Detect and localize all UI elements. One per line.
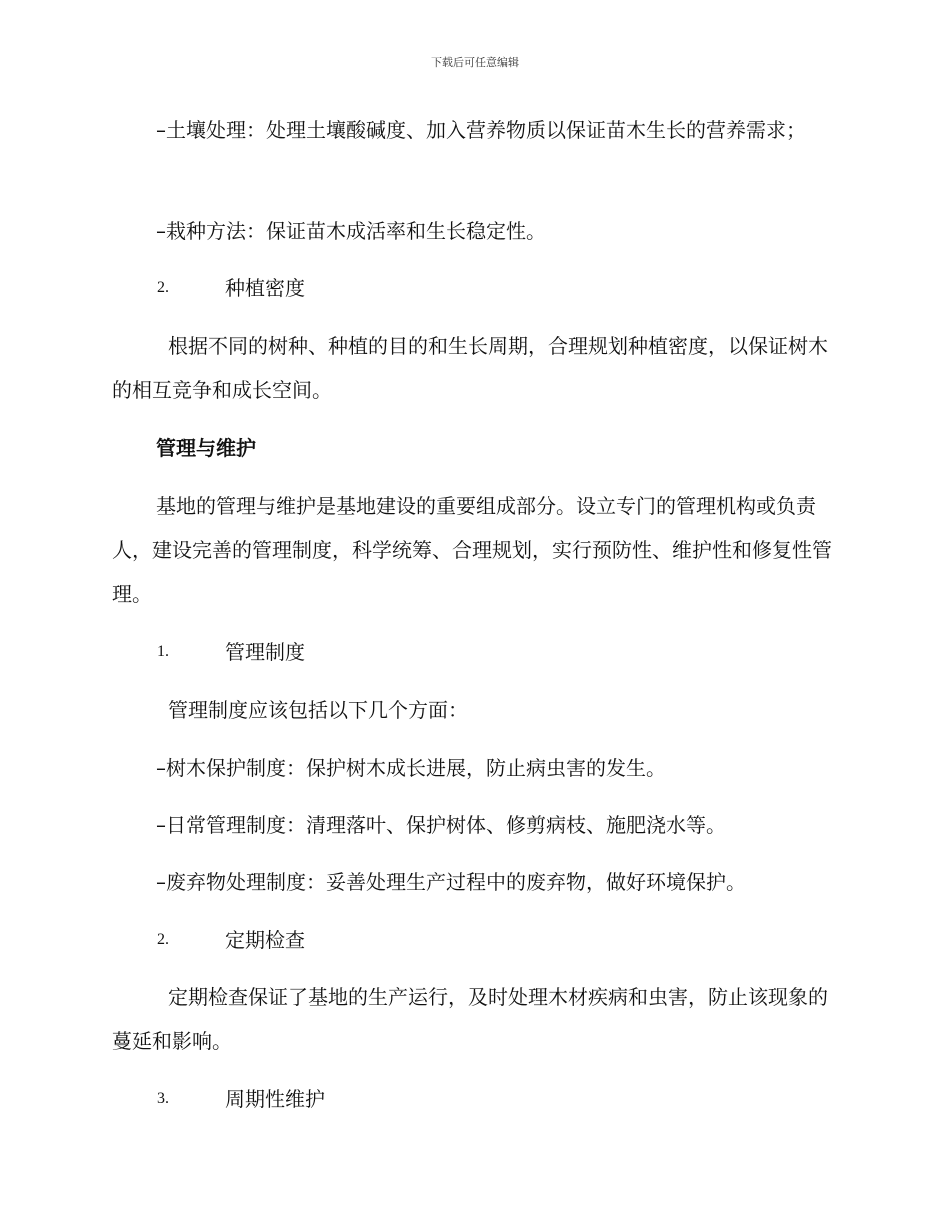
- paragraph-inspection-description: 定期检查保证了基地的生产运行，及时处理木材疾病和虫害，防止该现象的蔓延和影响。: [112, 985, 828, 1053]
- list-number: 2.: [157, 931, 169, 948]
- list-title: 种植密度: [225, 276, 305, 300]
- section-heading: 管理与维护: [156, 436, 256, 460]
- list-number: 1.: [157, 643, 169, 660]
- paragraph-waste-disposal: –废弃物处理制度：妥善处理生产过程中的废弃物，做好环境保护。: [156, 870, 746, 894]
- list-number: 2.: [157, 279, 169, 296]
- list-title: 定期检查: [225, 928, 305, 952]
- paragraph-soil-treatment: –土壤处理：处理土壤酸碱度、加入营养物质以保证苗木生长的营养需求；: [156, 118, 806, 142]
- list-title: 管理制度: [225, 640, 305, 664]
- paragraph-tree-protection: –树木保护制度：保护树木成长进展，防止病虫害的发生。: [156, 756, 666, 780]
- page-header: 下载后可任意编辑: [431, 56, 519, 69]
- list-title: 周期性维护: [225, 1087, 325, 1111]
- paragraph-system-intro: 管理制度应该包括以下几个方面：: [168, 698, 468, 722]
- paragraph-density-description: 根据不同的树种、种植的目的和生长周期，合理规划种植密度，以保证树木的相互竞争和成长空间。: [112, 334, 828, 402]
- paragraph-management-intro: 基地的管理与维护是基地建设的重要组成部分。设立专门的管理机构或负责人，建设完善的管理制度，科学统筹、合理规划，实行预防性、维护性和修复性管理。: [112, 494, 832, 606]
- list-number: 3.: [157, 1090, 169, 1107]
- paragraph-planting-method: –栽种方法：保证苗木成活率和生长稳定性。: [156, 219, 546, 243]
- paragraph-daily-management: –日常管理制度：清理落叶、保护树体、修剪病枝、施肥浇水等。: [156, 813, 726, 837]
